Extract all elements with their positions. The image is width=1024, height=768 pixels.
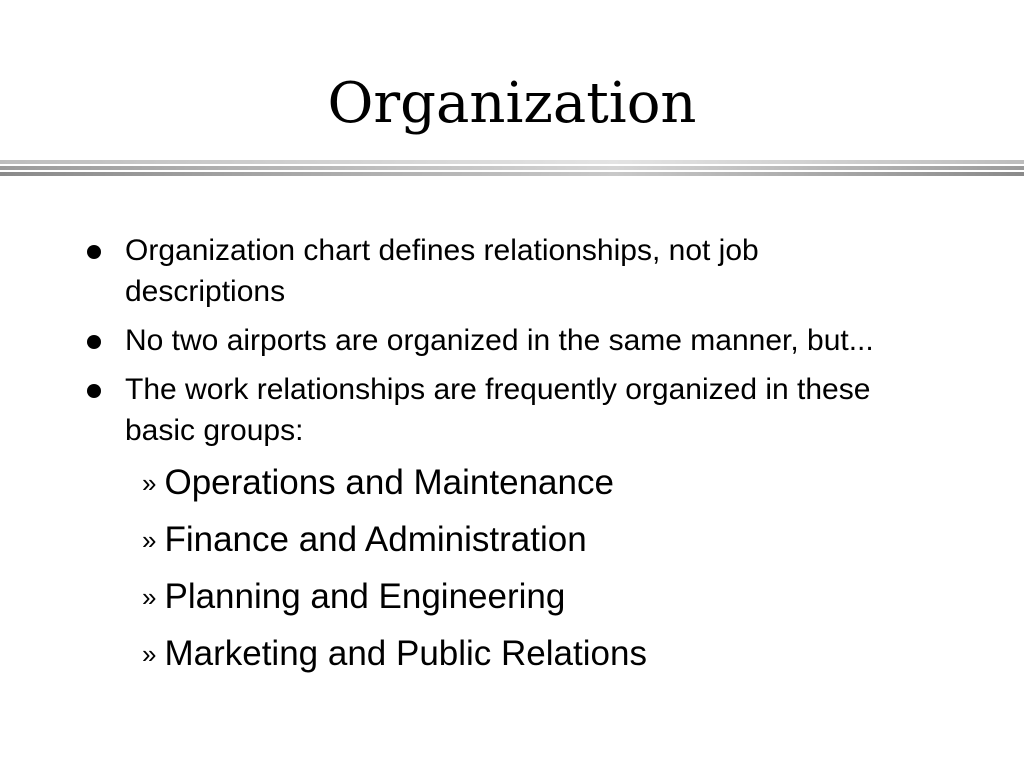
bullet-dot-icon (87, 245, 101, 259)
bullet-item (125, 369, 905, 451)
divider-line (0, 172, 1024, 176)
bullet-text: No two airports are organized in the same manner, but... (125, 324, 874, 357)
divider-line (0, 160, 1024, 164)
double-chevron-icon: » (142, 468, 157, 498)
sub-bullet-item (142, 516, 1024, 564)
sub-bullet-text: Marketing and Public Relations (164, 634, 647, 673)
sub-bullet-text: Finance and Administration (164, 520, 587, 559)
bullet-item (125, 230, 905, 312)
double-chevron-icon: » (142, 525, 157, 555)
slide-title: Organization (327, 71, 697, 136)
double-chevron-icon: » (142, 639, 157, 669)
sub-bullet-text: Operations and Maintenance (164, 463, 614, 502)
title-divider (0, 160, 1024, 180)
bullet-list (0, 230, 1024, 687)
bullet-dot-icon (87, 335, 101, 349)
double-chevron-icon: » (142, 582, 157, 612)
bullet-text: The work relationships are frequently organized in these basic groups: (125, 373, 871, 447)
sub-bullet-item (142, 573, 1024, 621)
bullet-text: Organization chart defines relationships, not job descriptions (125, 234, 759, 308)
bullet-item (125, 320, 905, 361)
bullet-dot-icon (87, 384, 101, 398)
sub-bullet-item (142, 630, 1024, 678)
divider-line (0, 166, 1024, 170)
sub-bullet-item (142, 459, 1024, 507)
sub-bullet-text: Planning and Engineering (164, 577, 566, 616)
